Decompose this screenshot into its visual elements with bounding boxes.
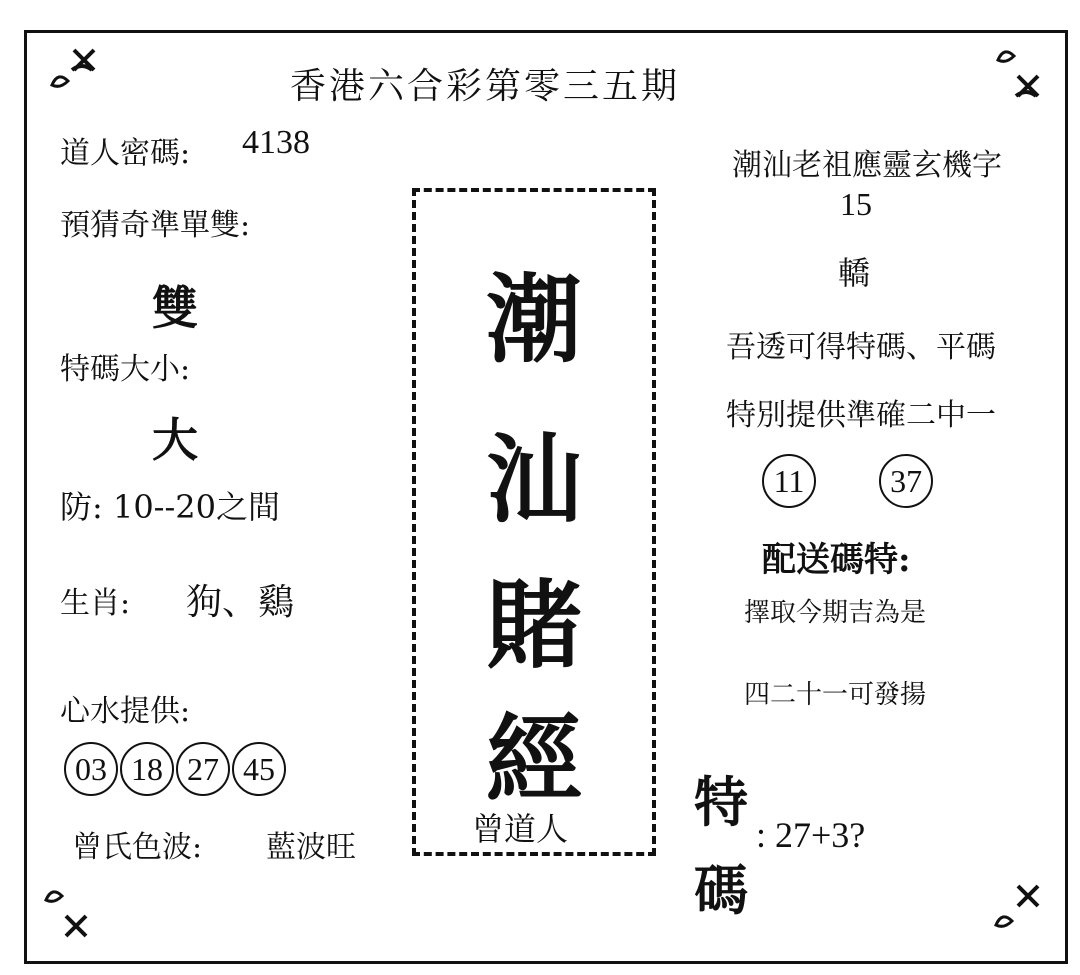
center-char: 汕 xyxy=(486,423,582,536)
size-value: 大 xyxy=(152,413,198,467)
pick-numbers xyxy=(762,454,935,508)
odd-even-value: 雙 xyxy=(152,281,198,335)
odd-even-label: 預猜奇準單雙: xyxy=(60,208,251,243)
zodiac-label: 生肖: xyxy=(60,586,131,621)
password-value: 4138 xyxy=(242,124,310,161)
heart-number: 03 xyxy=(64,742,118,796)
verse-line-1: 擇取今期吉為是 xyxy=(744,598,927,628)
password-label: 道人密碼: xyxy=(60,136,191,171)
heart-number: 27 xyxy=(176,742,230,796)
pick-number: 11 xyxy=(762,454,816,508)
ancestor-label: 潮汕老祖應靈玄機字 xyxy=(732,148,1002,183)
corner-ornament-icon xyxy=(990,880,1050,940)
center-char: 賭 xyxy=(486,569,582,682)
reveal-line-2: 特別提供準確二中一 xyxy=(726,398,996,433)
wave-value: 藍波旺 xyxy=(266,830,356,865)
pick-number: 37 xyxy=(879,454,933,508)
guard-range: 防: 10--20之間 xyxy=(60,488,281,526)
center-char: 經 xyxy=(486,703,582,816)
page-title: 香港六合彩第零三五期 xyxy=(290,66,681,107)
special-label-bottom: 碼 xyxy=(694,858,748,922)
center-char: 潮 xyxy=(486,263,582,376)
size-label: 特碼大小: xyxy=(60,352,191,387)
reveal-line-1: 吾透可得特碼、平碼 xyxy=(726,330,996,365)
heart-numbers xyxy=(64,742,288,796)
special-label-top: 特 xyxy=(694,770,748,834)
zodiac-value: 狗、鷄 xyxy=(186,582,295,623)
center-title-box xyxy=(412,188,656,856)
corner-ornament-icon xyxy=(990,40,1050,100)
heart-label: 心水提供: xyxy=(60,694,191,729)
heart-number: 45 xyxy=(232,742,286,796)
corner-ornament-icon xyxy=(40,880,100,940)
verse-line-2: 四二十一可發揚 xyxy=(744,680,927,710)
wave-label: 曾氏色波: xyxy=(72,830,203,865)
heart-number: 18 xyxy=(120,742,174,796)
author: 曾道人 xyxy=(472,810,569,848)
ancestor-char: 轎 xyxy=(838,254,871,292)
config-label: 配送碼特: xyxy=(762,540,911,580)
ancestor-number: 15 xyxy=(840,186,872,222)
special-value: : 27+3? xyxy=(756,815,866,855)
corner-ornament-icon xyxy=(44,40,104,100)
